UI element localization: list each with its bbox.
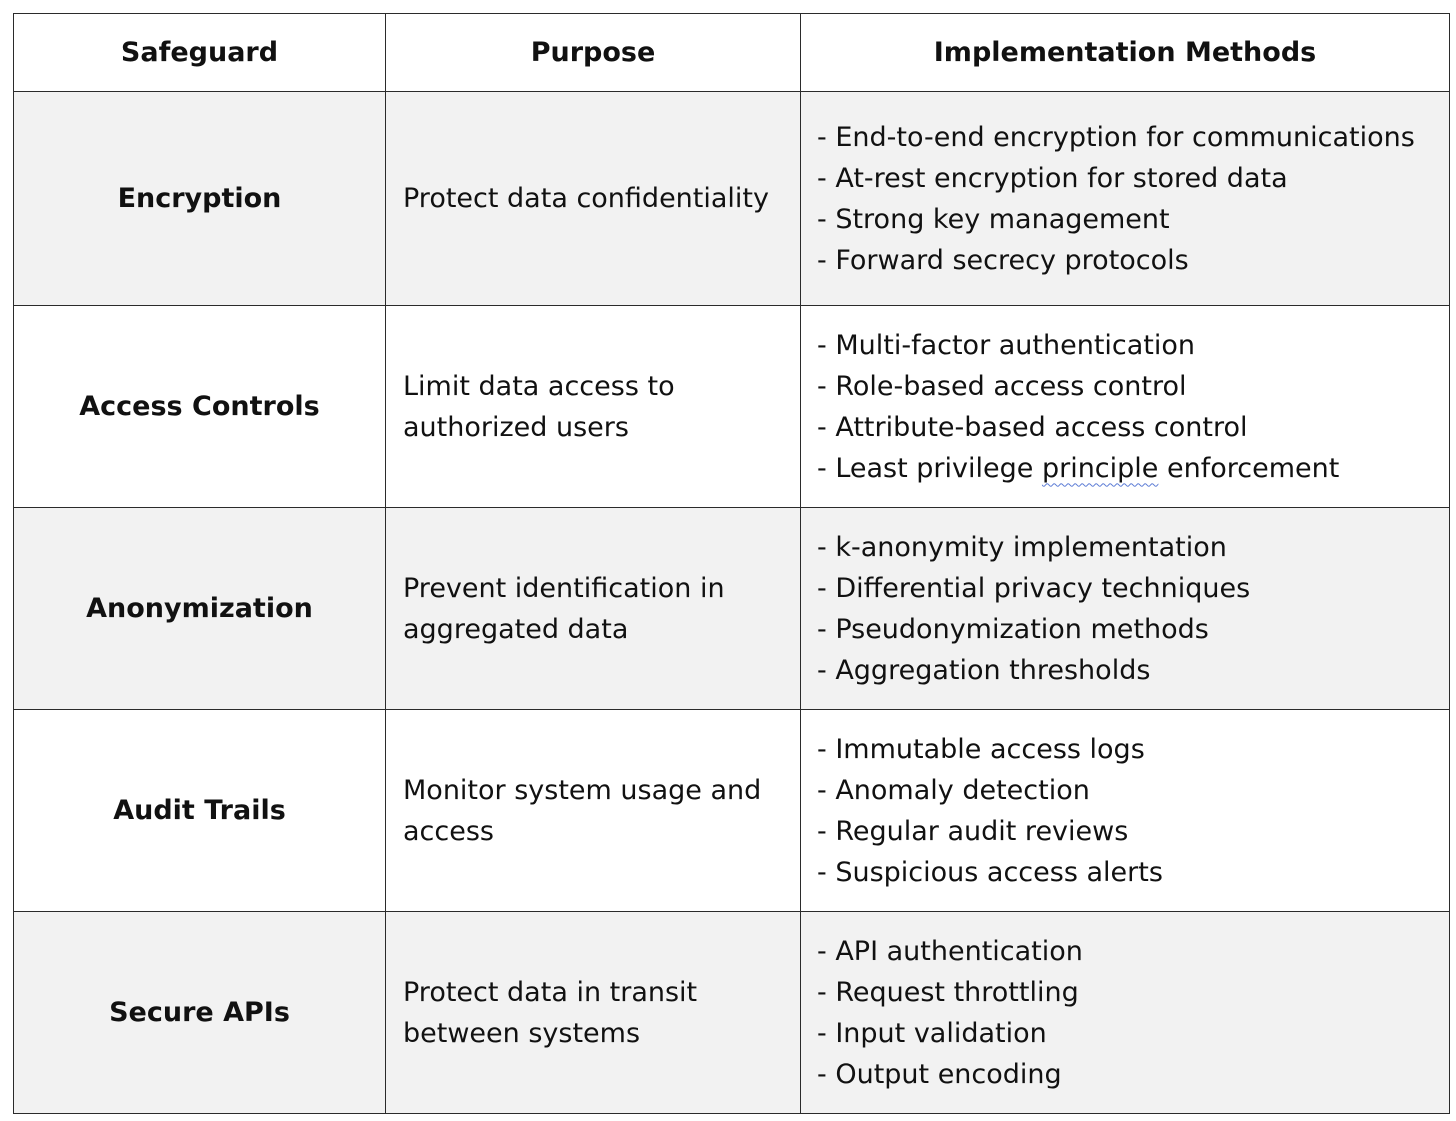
safeguards-table-container (13, 13, 1449, 1114)
method-item (817, 448, 1445, 489)
table-row-secure-apis (14, 912, 1450, 1114)
method-item: - End-to-end encryption for communications (817, 121, 1415, 153)
method-item: - At-rest encryption for stored data (817, 162, 1288, 194)
purpose-cell: Prevent identification in aggregated data (386, 508, 801, 710)
method-item: - Differential privacy techniques (817, 572, 1251, 604)
header-safeguard: Safeguard (14, 14, 386, 92)
method-text-part: enforcement (1158, 452, 1340, 484)
method-text-part: - Least privilege (817, 452, 1042, 484)
method-item: - Strong key management (817, 203, 1170, 235)
table-row-access-controls (14, 306, 1450, 508)
safeguard-cell: Audit Trails (14, 710, 386, 912)
safeguard-cell: Access Controls (14, 306, 386, 508)
methods-cell (801, 92, 1450, 306)
safeguard-cell: Anonymization (14, 508, 386, 710)
method-item: - Input validation (817, 1017, 1047, 1049)
method-item: - Request throttling (817, 976, 1079, 1008)
header-purpose: Purpose (386, 14, 801, 92)
method-item: - Pseudonymization methods (817, 613, 1209, 645)
header-row (14, 14, 1450, 92)
table-row-encryption (14, 92, 1450, 306)
purpose-cell: Limit data access to authorized users (386, 306, 801, 508)
method-item: - k-anonymity implementation (817, 531, 1227, 563)
method-item: - Forward secrecy protocols (817, 244, 1189, 276)
safeguard-cell: Encryption (14, 92, 386, 306)
method-item: - Attribute-based access control (817, 411, 1248, 443)
method-item: - Aggregation thresholds (817, 654, 1151, 686)
header-implementation-methods: Implementation Methods (801, 14, 1450, 92)
spellcheck-underlined-word: principle (1041, 452, 1159, 484)
purpose-cell: Monitor system usage and access (386, 710, 801, 912)
method-item: - Regular audit reviews (817, 815, 1129, 847)
methods-cell (801, 306, 1450, 508)
methods-cell (801, 912, 1450, 1114)
method-item: - Suspicious access alerts (817, 856, 1163, 888)
purpose-cell: Protect data in transit between systems (386, 912, 801, 1114)
method-item: - API authentication (817, 935, 1083, 967)
table-row-audit-trails (14, 710, 1450, 912)
safeguards-table (13, 13, 1450, 1114)
method-item: - Output encoding (817, 1058, 1062, 1090)
method-item: - Role-based access control (817, 370, 1187, 402)
method-item: - Immutable access logs (817, 733, 1145, 765)
methods-cell (801, 508, 1450, 710)
method-item: - Multi-factor authentication (817, 329, 1196, 361)
purpose-cell: Protect data confidentiality (386, 92, 801, 306)
methods-cell (801, 710, 1450, 912)
safeguard-cell: Secure APIs (14, 912, 386, 1114)
method-item: - Anomaly detection (817, 774, 1090, 806)
table-row-anonymization (14, 508, 1450, 710)
